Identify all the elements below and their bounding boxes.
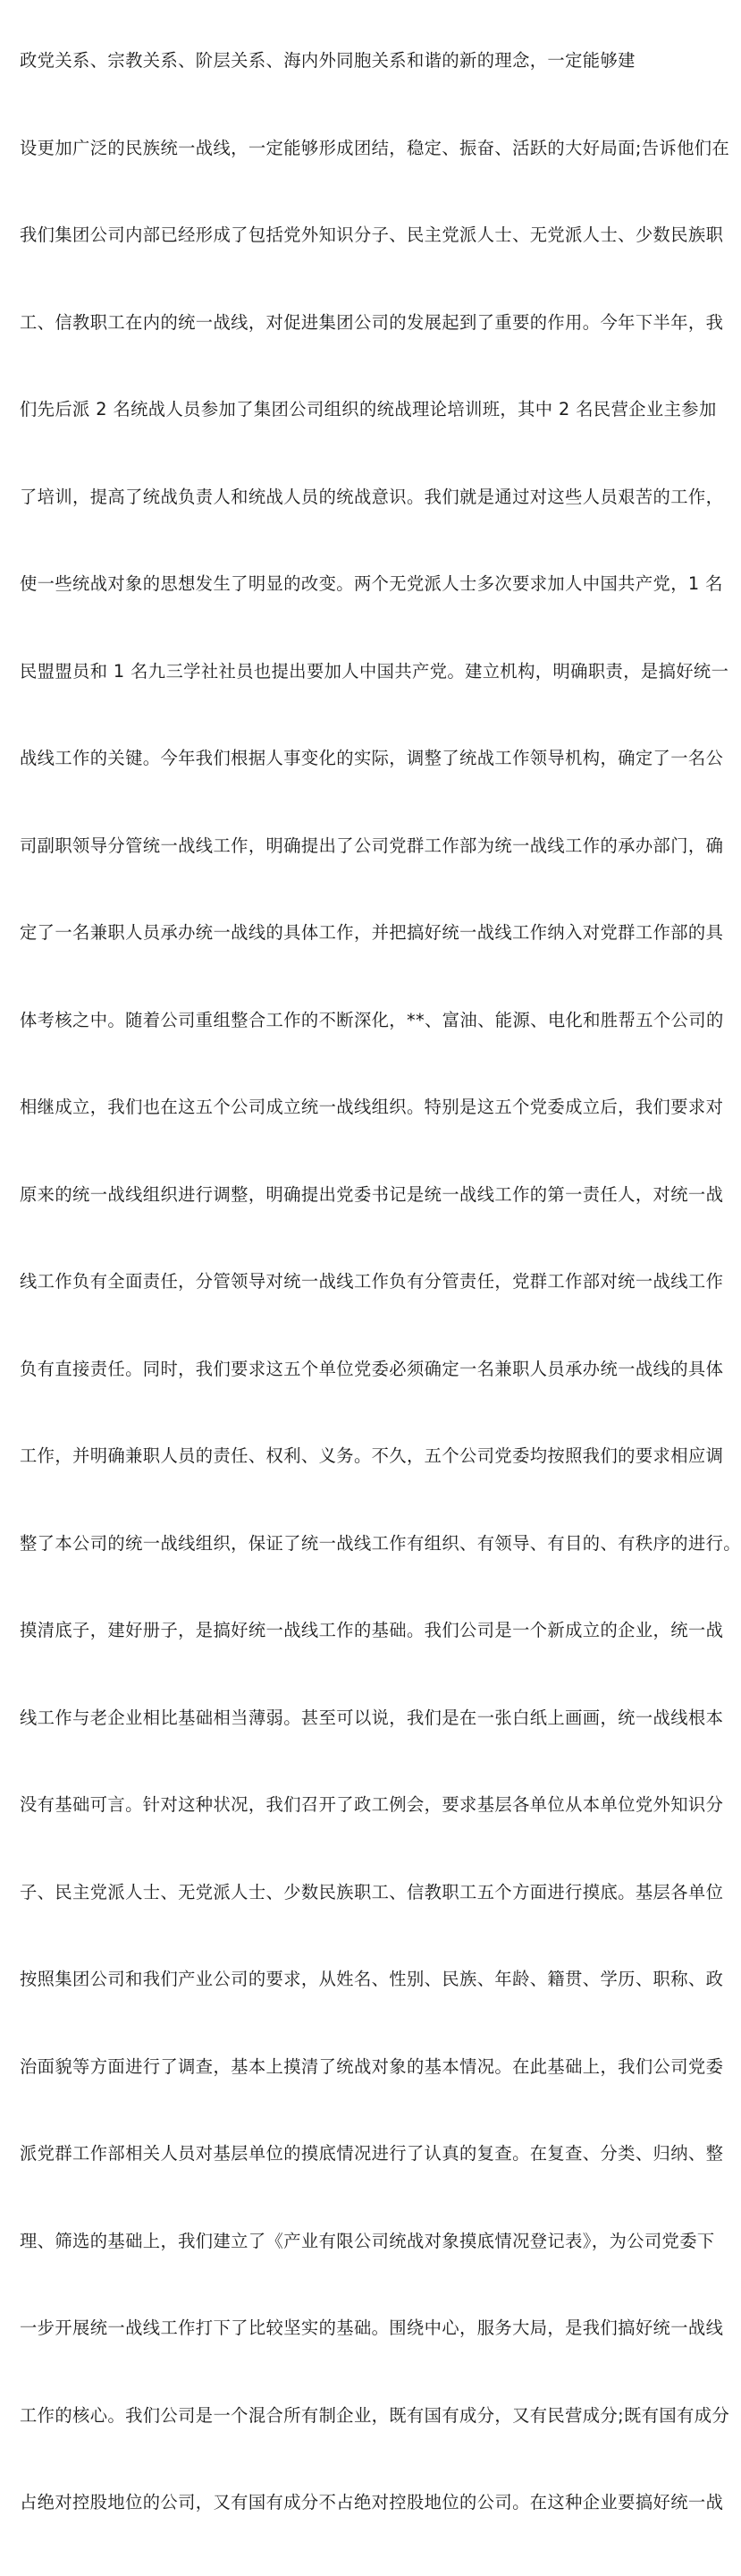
text-line: 按照集团公司和我们产业公司的要求，从姓名、性别、民族、年龄、籍贯、学历、职称、政 <box>20 1969 724 1989</box>
body-text <box>20 0 741 2576</box>
text-line: 工作的核心。我们公司是一个混合所有制企业，既有国有成分，又有民营成分;既有国有成分 <box>20 2404 730 2426</box>
text-line: 线工作与老企业相比基础相当薄弱。甚至可以说，我们是在一张白纸上画画，统一战线根本 <box>20 1707 724 1728</box>
text-line: 司副职领导分管统一战线工作，明确提出了公司党群工作部为统一战线工作的承办部门，确 <box>20 835 724 856</box>
text-line: 占绝对控股地位的公司，又有国有成分不占绝对控股地位的公司。在这种企业要搞好统一战 <box>20 2492 724 2512</box>
text-line: 体考核之中。随着公司重组整合工作的不断深化，**、富油、能源、电化和胜帮五个公司的 <box>20 1009 724 1030</box>
text-line: 治面貌等方面进行了调查，基本上摸清了统战对象的基本情况。在此基础上，我们公司党委 <box>20 2055 724 2077</box>
text-line: 工、信教职工在内的统一战线，对促进集团公司的发展起到了重要的作用。今年下半年，我 <box>20 311 724 333</box>
text-line: 设更加广泛的民族统一战线，一定能够形成团结，稳定、振奋、活跃的大好局面;告诉他们在 <box>20 137 730 158</box>
text-line: 了培训，提高了统战负责人和统战人员的统战意识。我们就是通过对这些人员艰苦的工作， <box>20 486 724 507</box>
text-line: 们先后派 2 名统战人员参加了集团公司组织的统战理论培训班，其中 2 名民营企业主参加 <box>20 399 717 419</box>
text-line: 摸清底子，建好册子，是搞好统一战线工作的基础。我们公司是一个新成立的企业，统一战 <box>20 1620 724 1640</box>
text-line: 负有直接责任。同时，我们要求这五个单位党委必须确定一名兼职人员承办统一战线的具体 <box>20 1358 724 1379</box>
text-line: 一步开展统一战线工作打下了比较坚实的基础。围绕中心，服务大局，是我们搞好统一战线 <box>20 2318 724 2338</box>
text-line: 整了本公司的统一战线组织，保证了统一战线工作有组织、有领导、有目的、有秩序的进行。 <box>20 1532 741 1554</box>
text-line: 使一些统战对象的思想发生了明显的改变。两个无党派人士多次要求加人中国共产党，1 名 <box>20 573 723 594</box>
text-line: 民盟盟员和 1 名九三学社社员也提出要加人中国共产党。建立机构，明确职责，是搞好统一 <box>20 660 729 682</box>
text-line: 理、筛选的基础上，我们建立了《产业有限公司统战对象摸底情况登记表》，为公司党委下 <box>20 2230 715 2251</box>
text-line: 线工作负有全面责任，分管领导对统一战线工作负有分管责任，党群工作部对统一战线工作 <box>20 1271 724 1292</box>
text-line: 子、民主党派人士、无党派人士、少数民族职工、信教职工五个方面进行摸底。基层各单位 <box>20 1881 724 1902</box>
text-line: 政党关系、宗教关系、阶层关系、海内外同胞关系和谐的新的理念，一定能够建 <box>20 50 636 71</box>
text-line: 工作，并明确兼职人员的责任、权利、义务。不久，五个公司党委均按照我们的要求相应调 <box>20 1445 724 1466</box>
text-line: 我们集团公司内部已经形成了包括党外知识分子、民主党派人士、无党派人士、少数民族职 <box>20 225 724 245</box>
text-line: 没有基础可言。针对这种状况，我们召开了政工例会，要求基层各单位从本单位党外知识分 <box>20 1794 724 1815</box>
text-line: 相继成立，我们也在这五个公司成立统一战线组织。特别是这五个党委成立后，我们要求对 <box>20 1097 724 1117</box>
text-line: 原来的统一战线组织进行调整，明确提出党委书记是统一战线工作的第一责任人，对统一战 <box>20 1183 724 1205</box>
text-line: 战线工作的关键。今年我们根据人事变化的实际，调整了统战工作领导机构，确定了一名公 <box>20 748 724 768</box>
text-line: 派党群工作部相关人员对基层单位的摸底情况进行了认真的复查。在复查、分类、归纳、整 <box>20 2143 724 2164</box>
text-line: 定了一名兼职人员承办统一战线的具体工作，并把搞好统一战线工作纳入对党群工作部的具 <box>20 922 724 943</box>
